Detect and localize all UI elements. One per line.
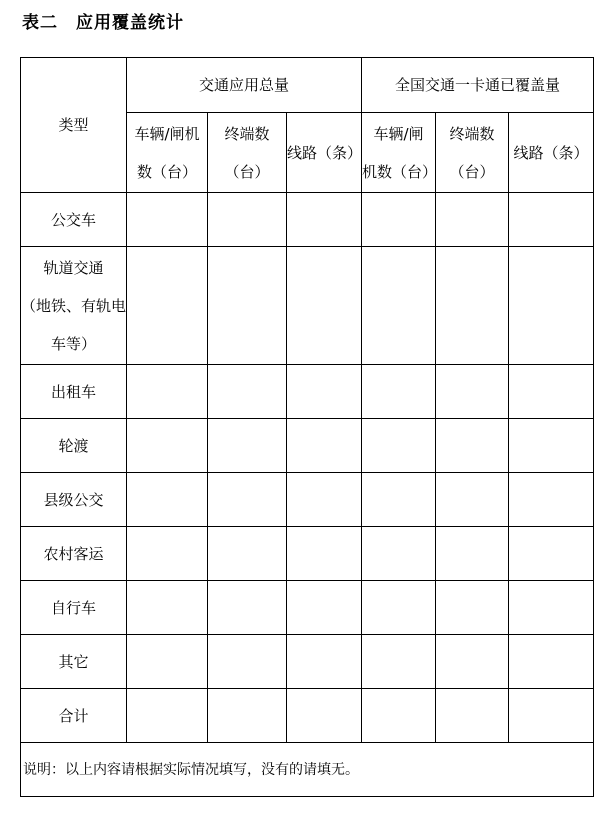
- empty-cell[interactable]: [436, 419, 509, 473]
- empty-cell[interactable]: [287, 365, 362, 419]
- row-label: 自行车: [21, 581, 127, 635]
- table-row: [21, 581, 594, 635]
- table-row: [21, 689, 594, 743]
- empty-cell[interactable]: [436, 247, 509, 365]
- empty-cell[interactable]: [436, 635, 509, 689]
- group-header-covered: 全国交通一卡通已覆盖量: [362, 58, 594, 113]
- row-label: 其它: [21, 635, 127, 689]
- empty-cell[interactable]: [287, 689, 362, 743]
- empty-cell[interactable]: [287, 635, 362, 689]
- header-row-groups: [21, 58, 594, 113]
- table-row: [21, 419, 594, 473]
- table-row: [21, 527, 594, 581]
- subheader-terminals-covered: [436, 113, 509, 193]
- empty-cell[interactable]: [208, 365, 287, 419]
- row-label: 县级公交: [21, 473, 127, 527]
- table-title: [22, 8, 184, 33]
- row-label: 出租车: [21, 365, 127, 419]
- empty-cell[interactable]: [362, 527, 436, 581]
- subheader-routes-total: 线路（条）: [287, 113, 362, 193]
- empty-cell[interactable]: [127, 193, 208, 247]
- empty-cell[interactable]: [287, 419, 362, 473]
- empty-cell[interactable]: [208, 247, 287, 365]
- subheader-line: 车辆/闸机: [134, 124, 200, 143]
- table-row: [21, 365, 594, 419]
- subheader-vehicles-total: [127, 113, 208, 193]
- row-label: 合计: [21, 689, 127, 743]
- empty-cell[interactable]: [362, 635, 436, 689]
- empty-cell[interactable]: [362, 365, 436, 419]
- coverage-table: [20, 57, 594, 797]
- empty-cell[interactable]: [436, 689, 509, 743]
- row-label: [21, 247, 127, 365]
- empty-cell[interactable]: [362, 473, 436, 527]
- empty-cell[interactable]: [509, 527, 594, 581]
- empty-cell[interactable]: [287, 581, 362, 635]
- empty-cell[interactable]: [127, 689, 208, 743]
- empty-cell[interactable]: [287, 247, 362, 365]
- empty-cell[interactable]: [208, 473, 287, 527]
- empty-cell[interactable]: [509, 689, 594, 743]
- empty-cell[interactable]: [127, 581, 208, 635]
- row-label-line: 轨道交通: [43, 258, 104, 277]
- empty-cell[interactable]: [287, 527, 362, 581]
- empty-cell[interactable]: [127, 247, 208, 365]
- empty-cell[interactable]: [509, 419, 594, 473]
- empty-cell[interactable]: [208, 581, 287, 635]
- subheader-routes-covered: 线路（条）: [509, 113, 594, 193]
- empty-cell[interactable]: [509, 193, 594, 247]
- empty-cell[interactable]: [127, 635, 208, 689]
- empty-cell[interactable]: [362, 581, 436, 635]
- empty-cell[interactable]: [436, 473, 509, 527]
- table-row: [21, 193, 594, 247]
- category-header: 类型: [21, 58, 127, 193]
- table-title-text: 应用覆盖统计: [76, 13, 184, 33]
- empty-cell[interactable]: [436, 193, 509, 247]
- row-label: 轮渡: [21, 419, 127, 473]
- subheader-line: 终端数: [449, 124, 495, 143]
- empty-cell[interactable]: [208, 635, 287, 689]
- empty-cell[interactable]: [287, 193, 362, 247]
- row-label: 农村客运: [21, 527, 127, 581]
- empty-cell[interactable]: [362, 193, 436, 247]
- empty-cell[interactable]: [127, 473, 208, 527]
- empty-cell[interactable]: [127, 365, 208, 419]
- table-row: [21, 247, 594, 365]
- subheader-line: 车辆/闸: [373, 124, 424, 143]
- empty-cell[interactable]: [208, 193, 287, 247]
- table-note: 说明：以上内容请根据实际情况填写，没有的请填无。: [21, 743, 594, 797]
- subheader-line: 终端数: [224, 124, 270, 143]
- table-row: [21, 635, 594, 689]
- empty-cell[interactable]: [436, 581, 509, 635]
- empty-cell[interactable]: [362, 419, 436, 473]
- row-label-line: （地铁、有轨电: [21, 296, 127, 315]
- subheader-vehicles-covered: [362, 113, 436, 193]
- subheader-line: （台）: [224, 162, 270, 181]
- empty-cell[interactable]: [287, 473, 362, 527]
- empty-cell[interactable]: [509, 365, 594, 419]
- table-row: [21, 473, 594, 527]
- empty-cell[interactable]: [509, 247, 594, 365]
- subheader-terminals-total: [208, 113, 287, 193]
- empty-cell[interactable]: [208, 689, 287, 743]
- row-label: 公交车: [21, 193, 127, 247]
- empty-cell[interactable]: [208, 527, 287, 581]
- empty-cell[interactable]: [509, 473, 594, 527]
- empty-cell[interactable]: [436, 365, 509, 419]
- empty-cell[interactable]: [127, 419, 208, 473]
- empty-cell[interactable]: [509, 635, 594, 689]
- subheader-line: 机数（台）: [362, 162, 438, 181]
- empty-cell[interactable]: [127, 527, 208, 581]
- subheader-line: （台）: [449, 162, 495, 181]
- empty-cell[interactable]: [436, 527, 509, 581]
- note-row: [21, 743, 594, 797]
- empty-cell[interactable]: [509, 581, 594, 635]
- empty-cell[interactable]: [362, 247, 436, 365]
- table-number: 表二: [22, 13, 58, 33]
- subheader-line: 数（台）: [136, 162, 197, 181]
- group-header-total: 交通应用总量: [127, 58, 362, 113]
- row-label-line: 车等）: [50, 334, 96, 353]
- empty-cell[interactable]: [208, 419, 287, 473]
- empty-cell[interactable]: [362, 689, 436, 743]
